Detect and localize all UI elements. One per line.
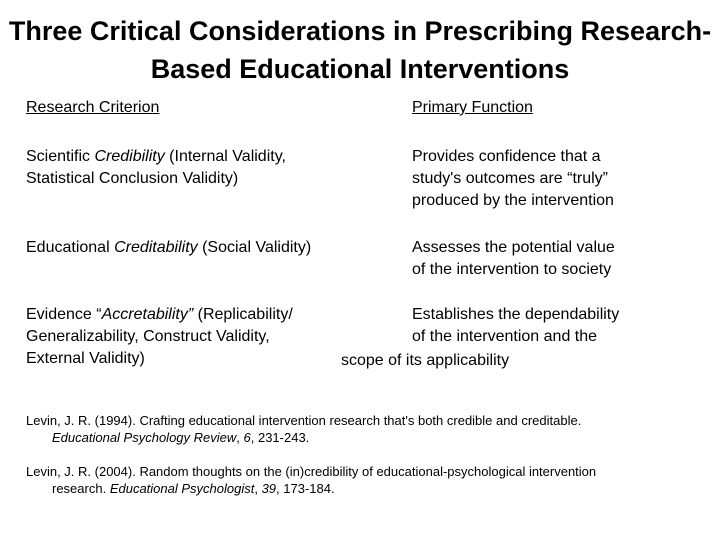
criterion-text: (Internal Validity,: [164, 148, 286, 165]
function-line: Assesses the potential value: [412, 239, 615, 256]
criterion-emphasis: Accretability”: [101, 306, 194, 323]
function-accretability-3: scope of its applicability: [341, 352, 510, 369]
pages: , 231-243.: [250, 430, 310, 445]
criterion-emphasis: Credibility: [94, 148, 165, 165]
function-creditability: [412, 237, 615, 281]
criterion-accretability: [26, 304, 293, 370]
criterion-text: External Validity): [26, 350, 145, 367]
pages: , 173-184.: [276, 481, 335, 496]
function-credibility: [412, 146, 614, 212]
function-line: produced by the intervention: [412, 192, 614, 209]
title-line-2: Based Educational Interventions: [150, 54, 570, 84]
criterion-text: Generalizability, Construct Validity,: [26, 328, 270, 345]
function-line: Provides confidence that a: [412, 148, 601, 165]
volume: 6: [243, 430, 251, 445]
slide-title: [0, 12, 720, 88]
reference-text: research.: [52, 481, 110, 496]
criterion-creditability: [26, 237, 311, 259]
function-accretability-2: of the intervention and the: [412, 328, 598, 345]
criterion-emphasis: Creditability: [114, 239, 198, 256]
header-research-criterion: Research Criterion: [26, 99, 160, 116]
criterion-text: Scientific: [26, 148, 95, 165]
journal-name: Educational Psychology Review: [52, 430, 237, 445]
criterion-credibility: [26, 146, 286, 190]
criterion-text: (Social Validity): [197, 239, 312, 256]
journal-name: Educational Psychologist: [109, 481, 255, 496]
reference-text: ,: [236, 430, 244, 445]
reference-1: [26, 412, 696, 446]
function-line: study's outcomes are “truly”: [412, 170, 609, 187]
function-accretability-1: Establishes the dependability: [412, 306, 620, 323]
function-line: of the intervention to society: [412, 261, 612, 278]
header-primary-function: Primary Function: [412, 99, 533, 116]
criterion-text: Statistical Conclusion Validity): [26, 170, 239, 187]
criterion-text: (Replicability/: [193, 306, 293, 323]
criterion-text: Evidence “: [26, 306, 102, 323]
reference-2: [26, 463, 696, 497]
volume: 39: [261, 481, 277, 496]
criterion-text: Educational: [26, 239, 115, 256]
reference-text: Levin, J. R. (2004). Random thoughts on the (in)credibility of educational-psychological intervention: [26, 464, 597, 479]
title-line-1: Three Critical Considerations in Prescribing Research-: [8, 16, 712, 46]
reference-text: Levin, J. R. (1994). Crafting educational intervention research that's both credible and creditable.: [26, 413, 582, 428]
reference-text: ,: [254, 481, 262, 496]
